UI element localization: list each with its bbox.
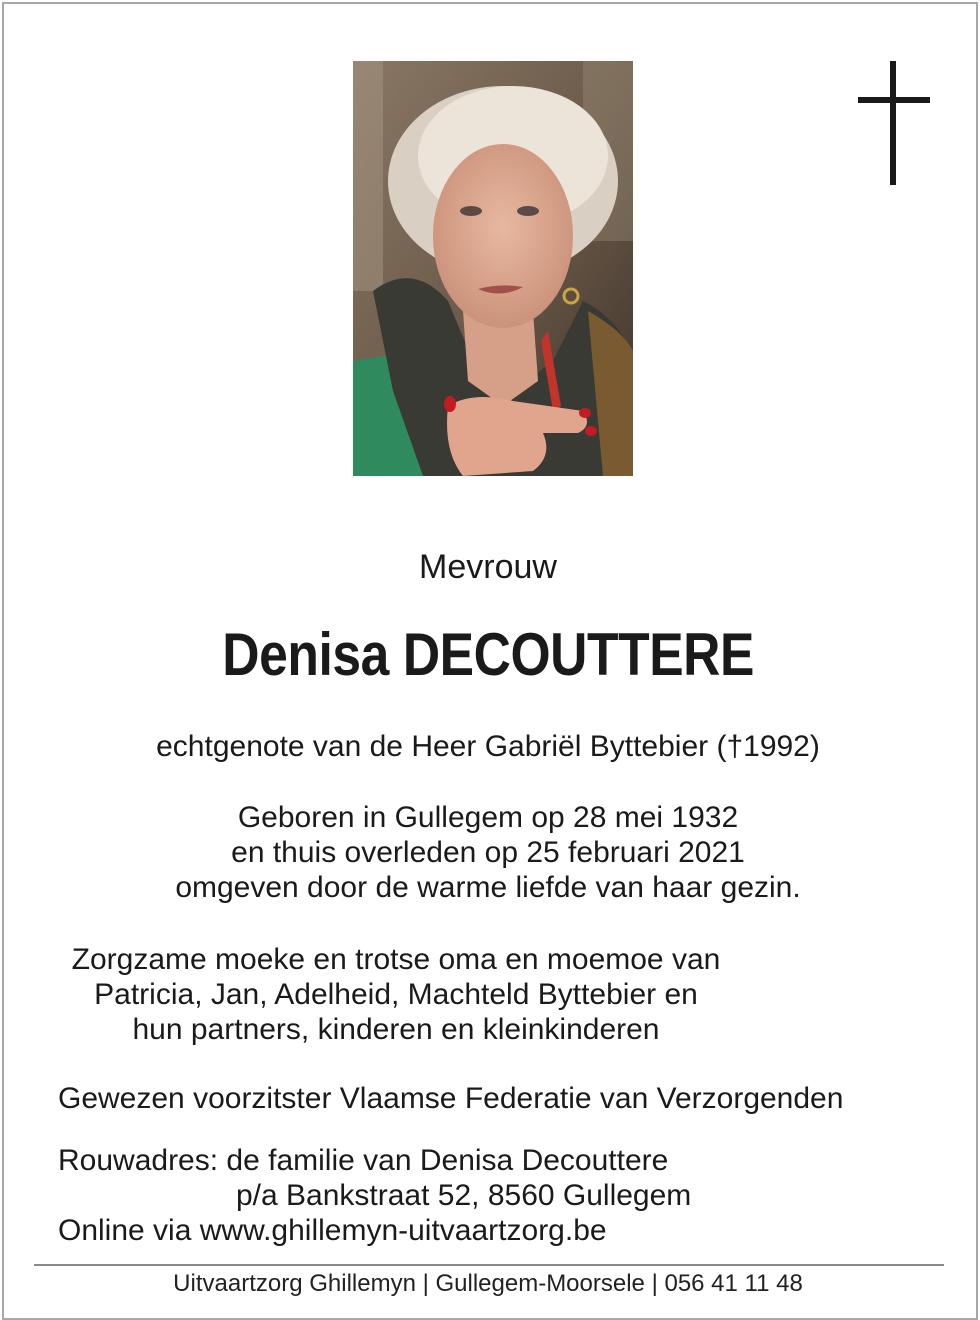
death-line: en thuis overleden op 25 februari 2021: [231, 836, 745, 869]
footer-divider: [34, 1264, 944, 1266]
family-line: Zorgzame moeke en trotse oma en moemoe van: [71, 943, 721, 976]
former-role: Gewezen voorzitster Vlaamse Federatie van Verzorgenden: [58, 1082, 844, 1115]
address-street: p/a Bankstraat 52, 8560 Gullegem: [236, 1179, 692, 1212]
address-line: Rouwadres: de familie van Denisa Decouttere: [58, 1144, 669, 1177]
deceased-name: Denisa DECOUTTERE: [222, 621, 755, 688]
family-line: hun partners, kinderen en kleinkinderen: [132, 1013, 660, 1046]
online-link[interactable]: Online via www.ghillemyn-uitvaartzorg.be: [58, 1214, 607, 1247]
spouse-line: echtgenote van de Heer Gabriël Byttebier (†1992): [156, 730, 820, 763]
family-block: [56, 942, 736, 1047]
portrait-photo: [353, 61, 633, 476]
birth-death-block: [0, 800, 976, 905]
address-block: [58, 1143, 691, 1248]
family-line: Patricia, Jan, Adelheid, Machteld Byttebier en: [94, 978, 698, 1011]
birth-line: Geboren in Gullegem op 28 mei 1932: [237, 801, 739, 834]
cross-icon: [858, 61, 930, 185]
salutation: Mevrouw: [419, 548, 557, 586]
footer-text: Uitvaartzorg Ghillemyn | Gullegem-Moorsele | 056 41 11 48: [173, 1270, 803, 1297]
family-love-line: omgeven door de warme liefde van haar gezin.: [175, 871, 801, 904]
